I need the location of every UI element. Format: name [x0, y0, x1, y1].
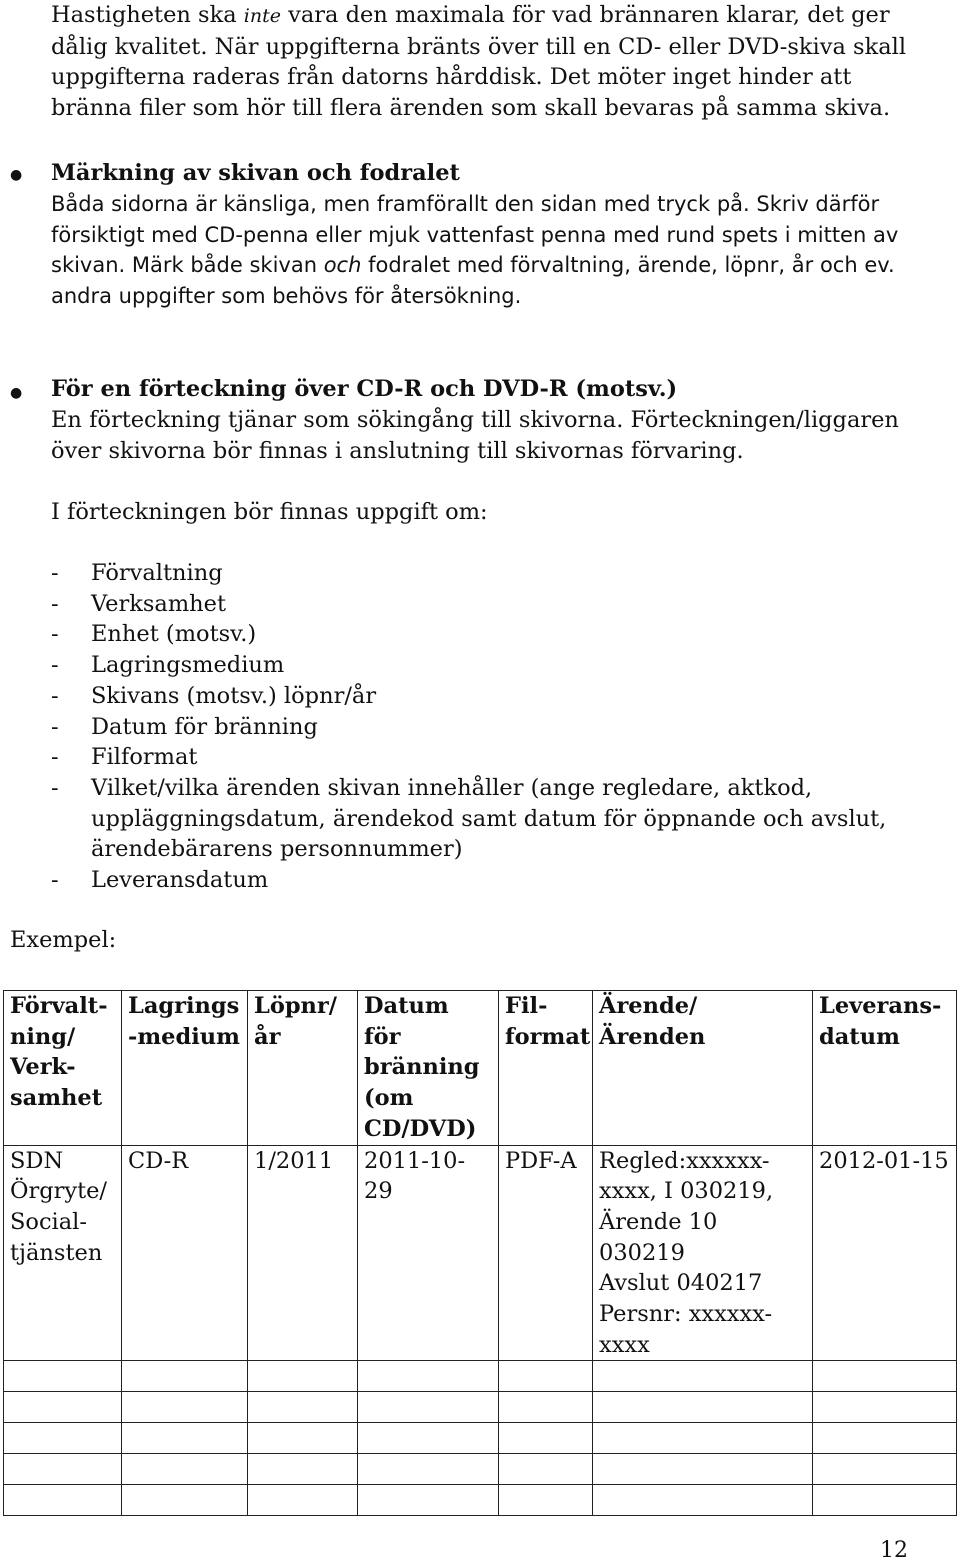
- list-item: - Vilket/vilka ärenden skivan innehåller (ange regledare, aktkod, uppläggningsdatum, ärendekod samt datum för öppnande och avslut, ärendebärarens personnummer): [51, 774, 887, 863]
- table-cell-empty: [358, 1423, 499, 1454]
- cell-line: Fil-: [505, 993, 548, 1019]
- marking-heading: Märkning av skivan och fodralet: [51, 160, 460, 186]
- cell-line: samhet: [10, 1085, 103, 1112]
- table-cell-empty: [122, 1454, 248, 1485]
- list-item: - Förvaltning: [51, 560, 223, 586]
- table-cell-empty: [248, 1392, 358, 1423]
- table-row-empty: [4, 1485, 957, 1516]
- table-header-row: [4, 991, 957, 1146]
- cell-line: xxxx, I 030219,: [599, 1178, 774, 1205]
- cell-line: Ärende/: [599, 993, 698, 1019]
- cell-line: Regled:xxxxxx-: [599, 1147, 770, 1174]
- cell-line: Avslut 040217: [599, 1270, 763, 1297]
- table-cell-empty: [499, 1423, 593, 1454]
- list-item: - Leveransdatum: [51, 867, 269, 894]
- table-row-empty: [4, 1454, 957, 1485]
- marking-emphasis: och: [323, 253, 362, 278]
- register-fields-list: [51, 558, 911, 896]
- cell-line: CD-R: [128, 1147, 189, 1174]
- table-cell-empty: [4, 1454, 122, 1485]
- table-cell-empty: [358, 1485, 499, 1516]
- table-cell: [122, 1145, 248, 1361]
- cell-line: bränning: [364, 1054, 480, 1081]
- table-cell-empty: [499, 1485, 593, 1516]
- table-row-empty: [4, 1392, 957, 1423]
- cell-line: ning/: [10, 1023, 76, 1050]
- list-item: - Lagringsmedium: [51, 652, 285, 679]
- cell-line: Örgryte/: [10, 1178, 108, 1205]
- register-list-intro: I förteckningen bör finnas uppgift om:: [51, 499, 488, 525]
- marking-text-pre: Båda sidorna är känsliga, men framförallt den sidan med tryck på. Skriv därför försiktigt med CD-penna eller mjuk vattenfast penna med rund spets i mitten av skivan. Märk både skivan: [51, 192, 899, 278]
- table-cell-empty: [813, 1423, 957, 1454]
- cell-line: xxxx: [599, 1331, 650, 1358]
- table-row-empty: [4, 1423, 957, 1454]
- table-cell-empty: [4, 1392, 122, 1423]
- example-label: Exempel:: [10, 927, 117, 953]
- table-row-empty: [4, 1361, 957, 1392]
- cell-line: -medium: [128, 1023, 240, 1050]
- intro-emphasis: inte: [243, 5, 281, 27]
- table-cell-empty: [593, 1485, 813, 1516]
- cell-line: Ärenden: [599, 1023, 706, 1050]
- cell-line: PDF-A: [505, 1147, 577, 1174]
- cell-line: 2012-01-15: [819, 1147, 949, 1174]
- table-cell-empty: [593, 1392, 813, 1423]
- table-cell-empty: [813, 1361, 957, 1392]
- table-cell-empty: [358, 1392, 499, 1423]
- table-cell-empty: [499, 1361, 593, 1392]
- table-header-cell: [593, 991, 813, 1146]
- table-cell-empty: [813, 1392, 957, 1423]
- table-header-cell: [813, 991, 957, 1146]
- table-cell-empty: [593, 1361, 813, 1392]
- list-item: - Skivans (motsv.) löpnr/år: [51, 682, 377, 709]
- register-example-table: [3, 990, 957, 1516]
- table-cell-empty: [499, 1454, 593, 1485]
- table-cell: [813, 1145, 957, 1361]
- cell-line: CD/DVD): [364, 1115, 477, 1142]
- list-item: - Verksamhet: [51, 590, 227, 617]
- cell-line: Leverans-: [819, 993, 942, 1019]
- table-cell-empty: [593, 1423, 813, 1454]
- table-cell-empty: [122, 1423, 248, 1454]
- table-cell: [248, 1145, 358, 1361]
- register-heading: För en förteckning över CD-R och DVD-R (motsv.): [51, 376, 678, 402]
- table-cell-empty: [4, 1485, 122, 1516]
- table-header-cell: [122, 991, 248, 1146]
- cell-line: Ärende 10 030219: [599, 1208, 718, 1266]
- table-cell: [593, 1145, 813, 1361]
- cell-line: Persnr: xxxxxx-: [599, 1301, 773, 1328]
- table-header-cell: [358, 991, 499, 1146]
- table-header-cell: [4, 991, 122, 1146]
- cell-line: Datum för: [364, 993, 449, 1050]
- cell-line: Verk-: [10, 1054, 76, 1081]
- cell-line: Social-: [10, 1208, 87, 1235]
- table-cell-empty: [122, 1485, 248, 1516]
- cell-line: Lagrings: [128, 993, 240, 1019]
- list-item: - Filformat: [51, 744, 198, 771]
- table-cell-empty: [358, 1361, 499, 1392]
- intro-paragraph: [51, 0, 931, 124]
- table-cell-empty: [593, 1454, 813, 1485]
- cell-line: Förvalt-: [10, 993, 108, 1019]
- cell-line: (om: [364, 1085, 414, 1112]
- cell-line: datum: [819, 1023, 900, 1050]
- cell-line: 2011-10-29: [364, 1147, 466, 1205]
- bullet-register: ●: [10, 385, 23, 401]
- table-cell-empty: [248, 1361, 358, 1392]
- list-item: - Enhet (motsv.): [51, 621, 257, 648]
- cell-line: Löpnr/: [254, 993, 337, 1019]
- table-cell-empty: [248, 1423, 358, 1454]
- marking-text-post: fodralet med förvaltning, ärende, löpnr, år och ev. andra uppgifter som behövs för återsökning.: [51, 253, 895, 309]
- table-cell-empty: [813, 1454, 957, 1485]
- table-cell: [4, 1145, 122, 1361]
- list-item: - Datum för bränning: [51, 713, 318, 740]
- register-paragraph: En förteckning tjänar som sökingång till skivorna. Förteckningen/liggaren över skivorna bör finnas i anslutning till skivornas förvaring.: [51, 407, 899, 464]
- page-number: 12: [880, 1538, 908, 1563]
- table-cell-empty: [248, 1454, 358, 1485]
- table-cell-empty: [122, 1361, 248, 1392]
- intro-rest: kvalitet. När uppgifterna bränts över till en CD- eller DVD-skiva skall uppgifterna raderas från datorns hårddisk. Det möter inget hinder att bränna filer som hör till flera ärenden som skall bevaras på samma skiva.: [51, 33, 907, 122]
- table-cell-empty: [499, 1392, 593, 1423]
- table-cell-empty: [122, 1392, 248, 1423]
- cell-line: SDN: [10, 1147, 64, 1174]
- bullet-marking: ●: [10, 167, 23, 183]
- cell-line: tjänsten: [10, 1239, 103, 1266]
- intro-line1-post: vara den maximala för vad brännaren klarar, det ger dålig: [51, 2, 890, 60]
- table-cell: [499, 1145, 593, 1361]
- table-cell-empty: [248, 1485, 358, 1516]
- table-cell-empty: [358, 1454, 499, 1485]
- table-cell: [358, 1145, 499, 1361]
- table-cell-empty: [4, 1423, 122, 1454]
- cell-line: format: [505, 1023, 591, 1050]
- table-header-cell: [248, 991, 358, 1146]
- cell-line: 1/2011: [254, 1147, 334, 1174]
- table-header-cell: [499, 991, 593, 1146]
- table-row: [4, 1145, 957, 1361]
- intro-line1-pre: Hastigheten ska: [51, 2, 244, 28]
- table-cell-empty: [813, 1485, 957, 1516]
- table-cell-empty: [4, 1361, 122, 1392]
- marking-paragraph: [51, 189, 931, 312]
- cell-line: år: [254, 1023, 281, 1050]
